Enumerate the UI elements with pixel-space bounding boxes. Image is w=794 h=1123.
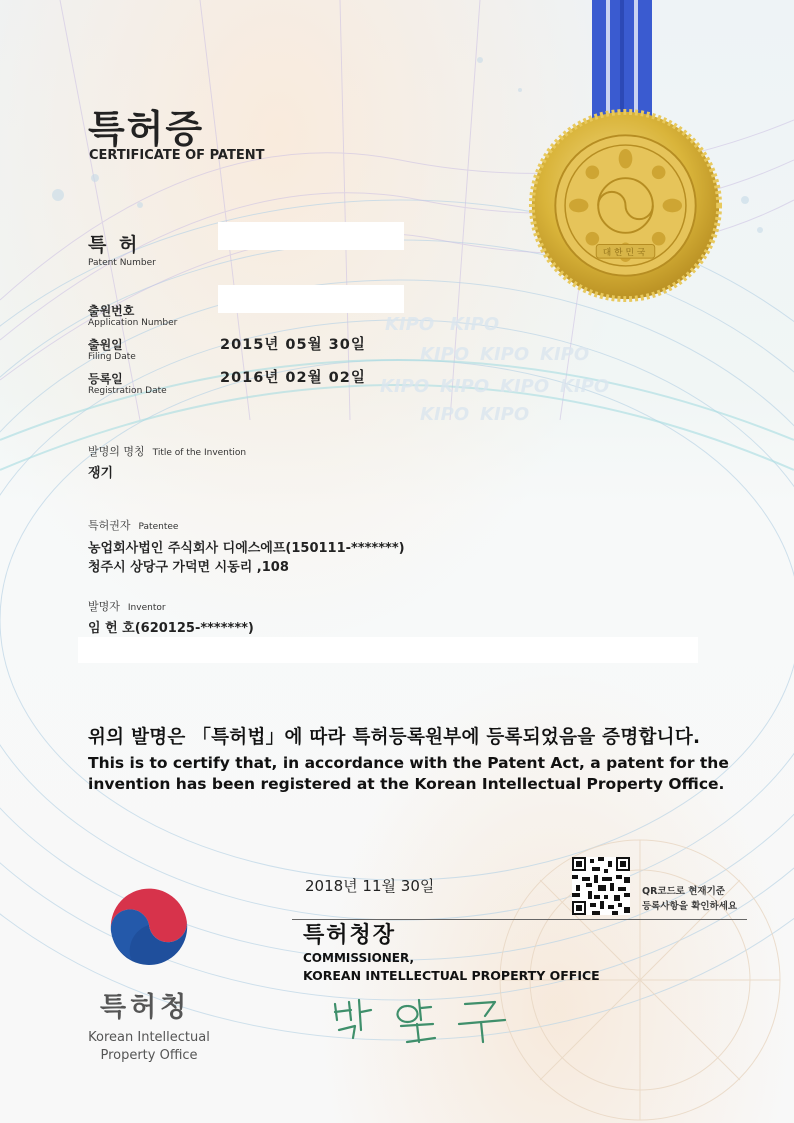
gold-seal-icon: [528, 108, 723, 303]
office-name-ko: 특허청: [100, 992, 191, 1023]
office-name-en-line1: Korean Intellectual: [88, 1030, 210, 1045]
svg-text:KIPO: KIPO: [450, 314, 500, 335]
commissioner-title-en-2: KOREAN INTELLECTUAL PROPERTY OFFICE: [303, 968, 600, 983]
application-number-redaction: [218, 285, 404, 313]
svg-text:KIPO: KIPO: [560, 376, 610, 397]
filing-date-value: 2015년 05월 30일: [220, 337, 366, 353]
invention-title-label: [88, 443, 246, 459]
registration-date-value: 2016년 02월 02일: [220, 370, 366, 386]
invention-title-label-en: Title of the Invention: [152, 448, 247, 458]
address-redaction: [78, 637, 698, 663]
svg-text:KIPO: KIPO: [420, 404, 470, 425]
application-number-label-en: Application Number: [88, 318, 178, 328]
commissioner-title-en-1: COMMISSIONER,: [303, 951, 415, 965]
svg-text:KIPO: KIPO: [440, 376, 490, 397]
filing-date-label: 출원일: [88, 338, 123, 352]
office-name-en-line2: Property Office: [100, 1048, 198, 1063]
kipo-emblem-icon: [104, 880, 194, 970]
svg-text:KIPO: KIPO: [420, 344, 470, 365]
application-number-label: 출원번호: [88, 304, 135, 318]
patent-number-redaction: [218, 222, 404, 250]
certificate-title-en: CERTIFICATE OF PATENT: [89, 148, 265, 163]
certification-text-ko: 위의 발명은 「특허법」에 따라 특허등록원부에 등록되었음을 증명합니다.: [88, 727, 701, 748]
svg-text:KIPO: KIPO: [480, 344, 530, 365]
commissioner-title: 특허청장: [303, 923, 397, 948]
qr-note-line1: QR코드로 현재기준: [642, 886, 725, 897]
patentee-name: 농업회사법인 주식회사 디에스에프(150111-*******): [88, 541, 405, 556]
registration-date-label-en: Registration Date: [88, 386, 167, 396]
inventor-label-en: Inventor: [127, 603, 166, 613]
certificate-title: 특허증: [88, 107, 205, 151]
patentee-label: [88, 517, 178, 533]
registration-date-label: 등록일: [88, 372, 123, 386]
qr-note: [642, 884, 737, 914]
svg-text:KIPO: KIPO: [480, 404, 530, 425]
patentee-label-ko: 특허권자: [88, 519, 131, 532]
qr-note-line2: 등록사항을 확인하세요: [642, 901, 738, 912]
commissioner-signature: [325, 990, 525, 1050]
patent-number-label-en: Patent Number: [88, 258, 156, 268]
inventor-label-ko: 발명자: [88, 600, 120, 613]
issue-date: 2018년 11월 30일: [305, 877, 435, 895]
inventor-name: 임 헌 호(620125-*******): [88, 621, 254, 636]
svg-text:KIPO: KIPO: [380, 376, 430, 397]
filing-date-label-en: Filing Date: [88, 352, 136, 362]
svg-text:KIPO: KIPO: [540, 344, 590, 365]
inventor-label: [88, 598, 166, 614]
office-name-en: [84, 1029, 214, 1065]
invention-title-label-ko: 발명의 명칭: [88, 445, 145, 458]
invention-title-value: 쟁기: [88, 466, 114, 481]
svg-text:KIPO: KIPO: [385, 314, 435, 335]
svg-text:대한민국: 대한민국: [602, 248, 649, 259]
certification-text-en: This is to certify that, in accordance with the Patent Act, a patent for the invention has been registered at the Korean Intellectual Property Office.: [88, 754, 729, 793]
qr-code-icon[interactable]: [572, 857, 630, 915]
patentee-address: 청주시 상당구 가덕면 시동리 ,108: [88, 560, 289, 575]
patent-number-label: 특 허: [88, 234, 141, 256]
svg-text:KIPO: KIPO: [500, 376, 550, 397]
patentee-label-en: Patentee: [138, 522, 179, 532]
